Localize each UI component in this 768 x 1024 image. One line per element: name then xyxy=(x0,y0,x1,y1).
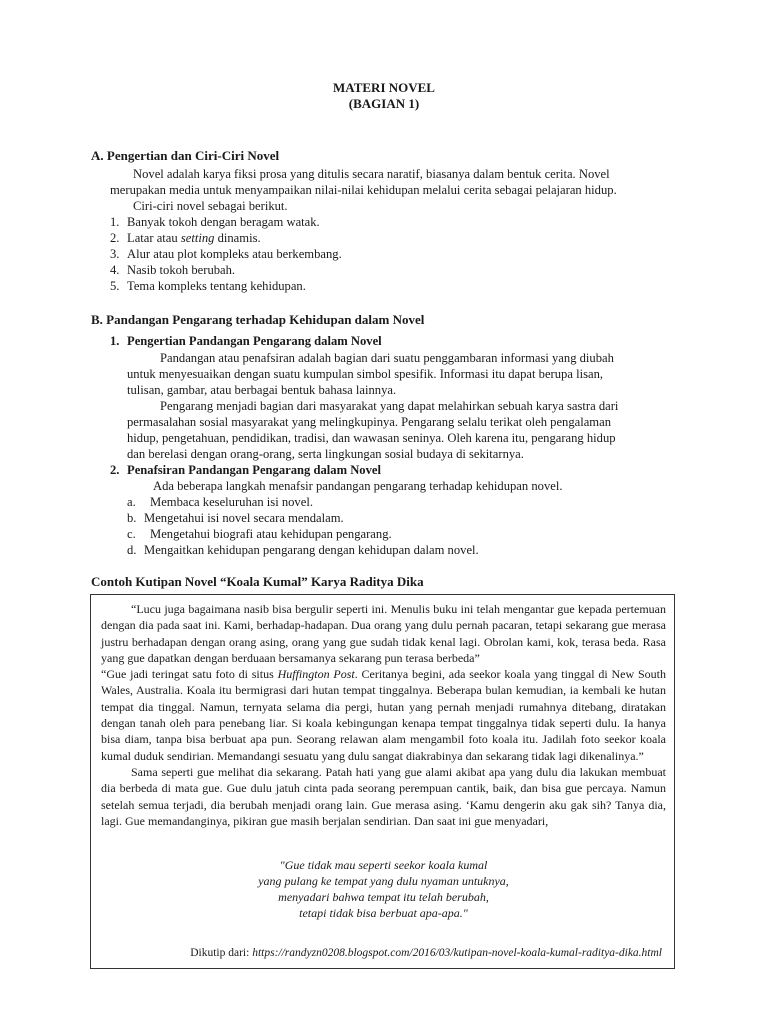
source-citation: Dikutip dari: https://randyzn0208.blogspot.com/2016/03/kutipan-novel-koala-kumal-raditya-dika.html xyxy=(190,947,662,959)
list-letter: a. xyxy=(127,495,136,509)
subsection-number: 2. xyxy=(110,463,120,477)
list-item: Membaca keseluruhan isi novel. xyxy=(150,495,313,509)
list-letter: b. xyxy=(127,511,137,525)
quote-paragraph: “Lucu juga bagaimana nasib bisa bergulir seperti ini. Menulis buku ini telah mengantar gue kepada pertemuan dengan dia pada saat ini. Kami, berhadap-hadapan. Dua orang yang dulu pernah pacaran, tetapi sekarang gue merasa justru berhadapan dengan orang asing, orang yang gue sudah tidak kenal lagi. Obrolan kami, kok, terasa beda. Rasa yang gue dapatkan dengan berduaan bersamanya sekarang pun terasa berbeda” xyxy=(101,602,666,665)
paragraph-line: permasalahan sosial masyarakat yang melingkupinya. Pengarang selalu terikat oleh pengalaman xyxy=(127,415,611,429)
paragraph-line: hidup, pengetahuan, pendidikan, tradisi, dan wawasan seninya. Oleh karena itu, pengarang hidup xyxy=(127,431,616,445)
list-item: Alur atau plot kompleks atau berkembang. xyxy=(127,247,342,261)
paragraph-line: tulisan, gambar, atau berbagai bentuk bahasa lainnya. xyxy=(127,383,397,397)
quote-paragraph: “Gue jadi teringat satu foto di situs Huffington Post. Ceritanya begini, ada seekor koala yang tinggal di New South Wales, Australia. Koala itu bermigrasi dari hutan tempat tinggalnya. Beberapa bulan kemudian, ia kembali ke hutan tempat dia tinggal. Namun, ternyata selama dia pergi, hutan yang pernah menjadi rumahnya ditebang, diratakan dengan tanah oleh para penebang liar. Si koala kebingungan kenapa tempat tinggalnya tidak seperti dulu. Ia hanya bisa diam, tanpa bisa berbuat apa pun. Seorang relawan alam mengambil foto koala itu. Jadilah foto seekor koala kumal duduk sendirian. Memandangi sesuatu yang dulu sangat diakrabinya dan sekarang tidak lagi dikenalinya.” xyxy=(101,667,666,763)
poem-line: yang pulang ke tempat yang dulu nyaman untuknya, xyxy=(258,874,509,888)
section-a-paragraph-line: merupakan media untuk menyampaikan nilai-nilai kehidupan melalui cerita sebagai pelajaran hidup. xyxy=(110,183,617,197)
paragraph-line: Pengarang menjadi bagian dari masyarakat yang dapat melahirkan sebuah karya sastra dari xyxy=(160,399,619,413)
paragraph-line: untuk menyesuaikan dengan suatu kumpulan simbol spesifik. Informasi itu dapat berupa lisan, xyxy=(127,367,604,381)
document-title: MATERI NOVEL xyxy=(333,80,435,95)
quote-box xyxy=(90,594,675,969)
list-letter: c. xyxy=(127,527,136,541)
list-item: Nasib tokoh berubah. xyxy=(127,263,236,277)
subsection-intro: Ada beberapa langkah menafsir pandangan pengarang terhadap kehidupan novel. xyxy=(153,479,563,493)
list-number: 3. xyxy=(110,247,120,261)
paragraph-line: Pandangan atau penafsiran adalah bagian dari suatu penggambaran informasi yang diubah xyxy=(160,351,614,365)
section-a-paragraph-line: Novel adalah karya fiksi prosa yang ditulis secara naratif, biasanya dalam bentuk cerita. Novel xyxy=(133,167,610,181)
quote-paragraph: Sama seperti gue melihat dia sekarang. Patah hati yang gue alami akibat apa yang dulu dia lakukan membuat dia berbeda di mata gue. Gue dulu jatuh cinta pada seorang perempuan cantik, baik, dan bisa gue percaya. Namun setelah semua terjadi, dia berubah menjadi orang lain. Gue merasa asing. ‘Kamu dengerin aku gak sih? Tanya dia, lagi. Gue memandanginya, pikiran gue masih berjalan sendirian. Dan saat ini gue menyadari, xyxy=(101,764,666,828)
list-item: Mengaitkan kehidupan pengarang dengan kehidupan dalam novel. xyxy=(144,543,479,557)
subsection-title: Pengertian Pandangan Pengarang dalam Novel xyxy=(127,334,382,348)
list-number: 2. xyxy=(110,231,120,245)
paragraph-line: dan berelasi dengan orang-orang, serta lingkungan sosial budaya di sekitarnya. xyxy=(127,447,524,461)
list-item: Mengetahui biografi atau kehidupan pengarang. xyxy=(150,527,392,541)
list-number: 5. xyxy=(110,279,120,293)
list-number: 4. xyxy=(110,263,120,277)
section-b-heading: B. Pandangan Pengarang terhadap Kehidupan dalam Novel xyxy=(91,312,425,327)
list-item: Tema kompleks tentang kehidupan. xyxy=(127,279,306,293)
poem-line: tetapi tidak bisa berbuat apa-apa." xyxy=(299,906,468,920)
example-heading: Contoh Kutipan Novel “Koala Kumal” Karya Raditya Dika xyxy=(91,574,424,589)
subsection-title: Penafsiran Pandangan Pengarang dalam Novel xyxy=(127,463,381,477)
list-item: Mengetahui isi novel secara mendalam. xyxy=(144,511,344,525)
poem-line: "Gue tidak mau seperti seekor koala kumal xyxy=(279,858,488,872)
section-a-heading: A. Pengertian dan Ciri-Ciri Novel xyxy=(91,148,280,163)
section-a-list-intro: Ciri-ciri novel sebagai berikut. xyxy=(133,199,288,213)
document-subtitle: (BAGIAN 1) xyxy=(348,96,420,111)
list-item: Latar atau setting dinamis. xyxy=(127,231,261,245)
source-url: https://randyzn0208.blogspot.com/2016/03/kutipan-novel-koala-kumal-raditya-dika.html xyxy=(252,947,662,959)
list-letter: d. xyxy=(127,543,137,557)
list-item: Banyak tokoh dengan beragam watak. xyxy=(127,215,320,229)
quote-text xyxy=(101,601,666,829)
subsection-number: 1. xyxy=(110,334,120,348)
list-number: 1. xyxy=(110,215,120,229)
poem-line: menyadari bahwa tempat itu telah berubah, xyxy=(278,890,489,904)
